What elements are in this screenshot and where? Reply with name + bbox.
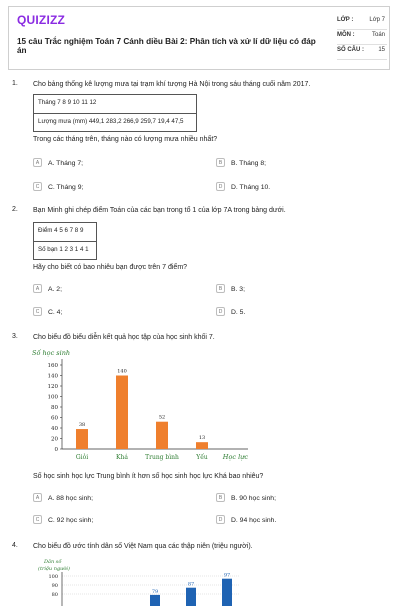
table-row: Tháng 7 8 9 10 11 12 bbox=[38, 99, 97, 106]
question-number: 2. bbox=[12, 206, 18, 213]
meta-key: MÔN : bbox=[337, 32, 355, 38]
option-label: B. 3; bbox=[231, 286, 245, 293]
bar bbox=[150, 595, 160, 606]
x-axis-label: Học lực bbox=[222, 453, 248, 461]
y-axis-label: Dân số bbox=[44, 559, 62, 565]
question-text: Cho biểu đồ ước tính dân số Việt Nam qua các thập niên (triệu người). bbox=[33, 543, 253, 550]
data-label: 79 bbox=[151, 588, 159, 595]
question-text: Bạn Minh ghi chép điểm Toán của các bạn trong tổ 1 của lớp 7A trong bảng dưới. bbox=[33, 207, 286, 214]
bar bbox=[76, 429, 88, 449]
y-tick-label: 160 bbox=[47, 363, 58, 369]
y-tick-label: 140 bbox=[47, 373, 58, 380]
option-marker: A bbox=[33, 493, 42, 502]
data-label: 87 bbox=[187, 581, 195, 588]
option-marker: C bbox=[33, 182, 42, 191]
table-row: Số bạn 1 2 3 1 4 1 bbox=[38, 246, 89, 253]
y-tick-label: 80 bbox=[51, 405, 58, 411]
table-divider bbox=[34, 113, 196, 114]
meta-value: Lớp 7 bbox=[369, 17, 385, 23]
option-label: C. 4; bbox=[48, 309, 63, 316]
question-3 bbox=[8, 333, 390, 533]
question-1 bbox=[8, 80, 390, 200]
question-number: 1. bbox=[12, 80, 18, 87]
table-row: Điểm 4 5 6 7 8 9 bbox=[38, 227, 84, 234]
y-axis-label-unit: (triệu người) bbox=[38, 566, 70, 572]
option-marker: A bbox=[33, 158, 42, 167]
option-label: A. 2; bbox=[48, 286, 62, 293]
meta-key: SỐ CÂU : bbox=[337, 47, 364, 53]
option-label: C. 92 học sinh; bbox=[48, 517, 94, 524]
option-label: D. 5. bbox=[231, 309, 246, 316]
option-marker: B bbox=[216, 493, 225, 502]
option-marker: A bbox=[33, 284, 42, 293]
y-tick-label: 120 bbox=[47, 384, 58, 390]
meta-key: LỚP : bbox=[337, 17, 354, 23]
x-tick-label: Khá bbox=[116, 454, 128, 461]
y-axis-label: Số học sinh bbox=[32, 349, 71, 357]
population-chart bbox=[30, 556, 260, 606]
option-marker: D bbox=[216, 182, 225, 191]
question-prompt: Hãy cho biết có bao nhiêu bạn được trên 7 điểm? bbox=[33, 264, 188, 271]
option-label: D. Tháng 10. bbox=[231, 184, 271, 191]
option-label: A. Tháng 7; bbox=[48, 160, 84, 167]
y-tick-label: 100 bbox=[48, 574, 58, 580]
y-tick-label: 0 bbox=[54, 447, 58, 453]
question-4 bbox=[8, 542, 390, 606]
option-marker: D bbox=[216, 515, 225, 524]
x-tick-label: Trung bình bbox=[145, 454, 179, 461]
y-tick-label: 40 bbox=[51, 426, 58, 432]
bar bbox=[156, 422, 168, 449]
y-tick-label: 60 bbox=[51, 415, 58, 422]
question-number: 3. bbox=[12, 333, 18, 340]
bar bbox=[222, 579, 232, 606]
meta-row-subject bbox=[337, 30, 387, 45]
option-marker: C bbox=[33, 307, 42, 316]
option-marker: D bbox=[216, 307, 225, 316]
option-marker: B bbox=[216, 158, 225, 167]
x-tick-label: Yếu bbox=[196, 454, 208, 461]
document-page bbox=[8, 6, 390, 606]
option-label: B. Tháng 8; bbox=[231, 160, 267, 167]
document-header bbox=[8, 6, 390, 70]
meta-value: Toán bbox=[371, 32, 385, 38]
y-tick-label: 100 bbox=[47, 394, 58, 401]
data-label: 97 bbox=[223, 572, 231, 579]
meta-row-count bbox=[337, 45, 387, 60]
data-label: 140 bbox=[117, 368, 127, 375]
question-prompt: Trong các tháng trên, tháng nào có lượng mưa nhiều nhất? bbox=[33, 136, 218, 143]
y-tick-label: 90 bbox=[51, 583, 58, 589]
meta-value: 15 bbox=[378, 47, 385, 53]
quizizz-logo: QUIZIZZ bbox=[17, 13, 66, 27]
option-marker: C bbox=[33, 515, 42, 524]
question-prompt: Số học sinh học lực Trung bình ít hơn số học sinh học lực Khá bao nhiêu? bbox=[33, 473, 264, 480]
page-title: 15 câu Trắc nghiệm Toán 7 Cánh diều Bài 2: Phân tích và xử lí dữ liệu có đáp án bbox=[17, 37, 316, 55]
question-2 bbox=[8, 206, 390, 326]
question-text: Cho bảng thống kê lượng mưa tại trạm khí tượng Hà Nội trong sáu tháng cuối năm 2017. bbox=[33, 81, 311, 88]
table-row: Lượng mưa (mm) 449,1 283,2 266,9 259,7 19,4 47,5 bbox=[38, 118, 184, 125]
rainfall-table bbox=[33, 94, 197, 132]
data-label: 38 bbox=[78, 422, 86, 429]
meta-info bbox=[337, 15, 387, 60]
table-divider bbox=[34, 241, 96, 242]
option-label: B. 90 học sinh; bbox=[231, 495, 276, 502]
y-tick-label: 80 bbox=[51, 592, 58, 598]
academic-results-chart bbox=[30, 347, 260, 463]
option-label: A. 88 học sinh; bbox=[48, 495, 93, 502]
option-marker: B bbox=[216, 284, 225, 293]
meta-row-class bbox=[337, 15, 387, 30]
bar bbox=[196, 442, 208, 449]
y-tick-label: 20 bbox=[51, 436, 58, 443]
bar bbox=[186, 588, 196, 606]
data-label: 52 bbox=[158, 414, 166, 421]
x-tick-label: Giỏi bbox=[75, 454, 89, 461]
option-label: C. Tháng 9; bbox=[48, 184, 84, 191]
bar bbox=[116, 376, 128, 450]
score-table bbox=[33, 222, 97, 260]
data-label: 13 bbox=[198, 435, 206, 442]
question-number: 4. bbox=[12, 542, 18, 549]
option-label: D. 94 học sinh. bbox=[231, 517, 277, 524]
question-text: Cho biểu đồ biểu diễn kết quả học tập của học sinh khối 7. bbox=[33, 334, 215, 341]
